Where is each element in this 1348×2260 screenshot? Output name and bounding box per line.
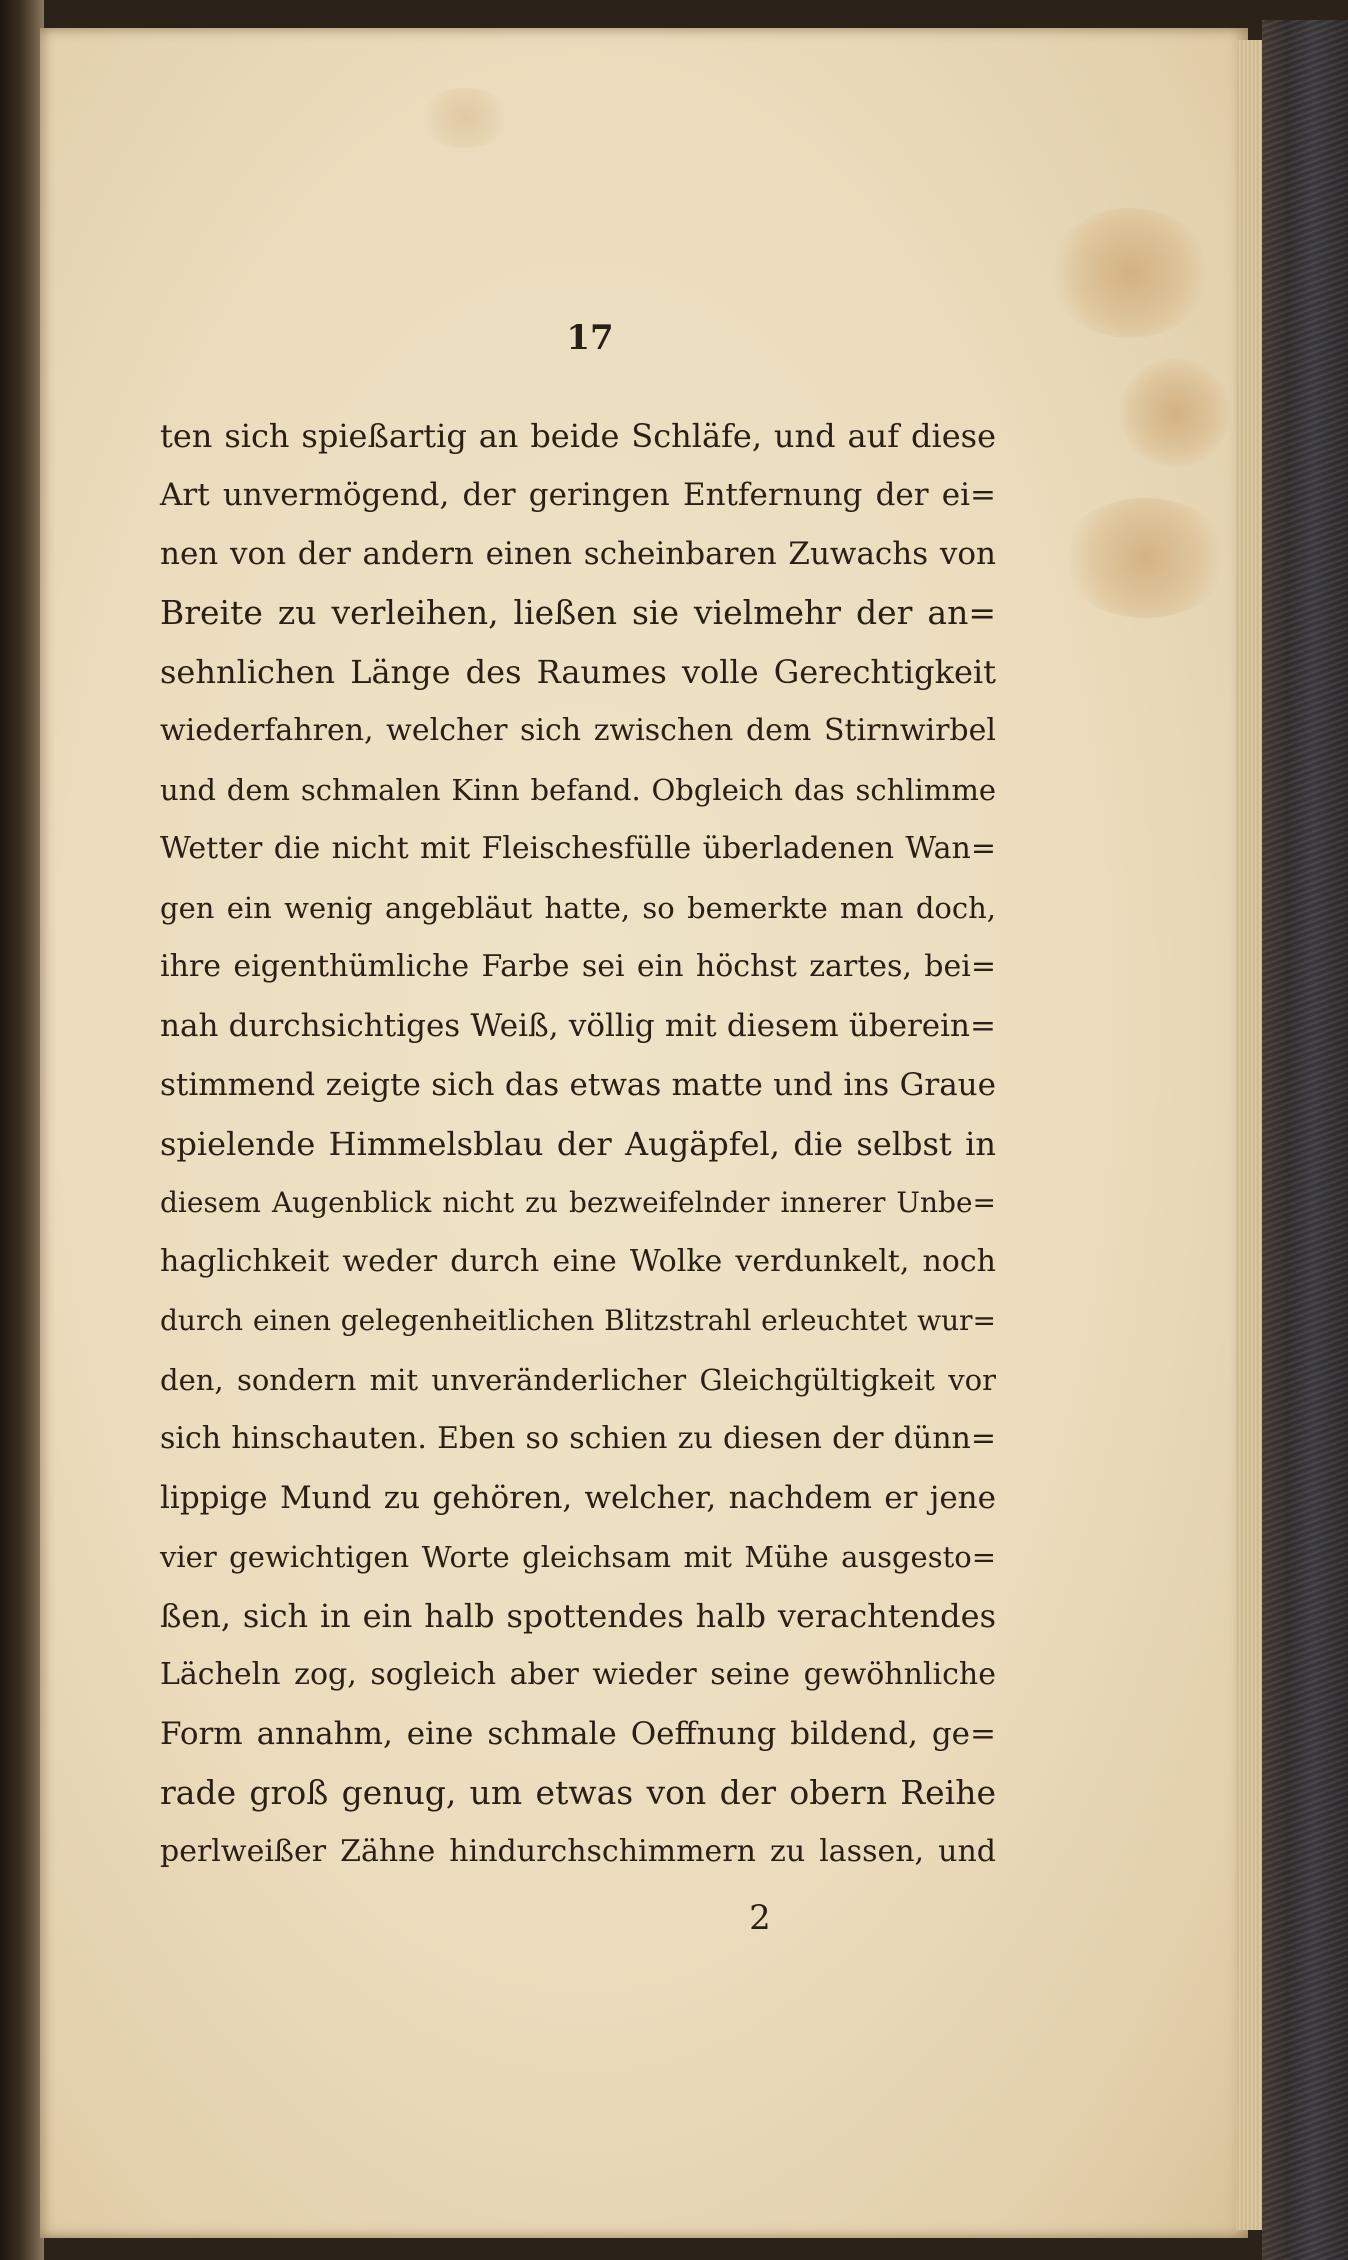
text-line-25: perlweißer Zähne hindurchschimmern zu lassen, und: [160, 1834, 996, 1869]
text-line-12: stimmend zeigte sich das etwas matte und ins Graue: [160, 1067, 996, 1103]
text-line-5: sehnlichen Länge des Raumes volle Gerechtigkeit: [160, 653, 996, 691]
stain-top-center: [420, 88, 510, 148]
text-line-20: vier gewichtigen Worte gleichsam mit Mühe ausgesto=: [160, 1540, 996, 1574]
text-line-18: sich hinschauten. Eben so schien zu diesen der dünn=: [160, 1421, 996, 1456]
text-line-9: gen ein wenig angebläut hatte, so bemerkte man doch,: [160, 891, 996, 925]
signature-mark: 2: [749, 1898, 771, 1938]
text-line-3: nen von der andern einen scheinbaren Zuwachs von: [160, 536, 996, 572]
page-number: 17: [566, 318, 614, 358]
text-line-2: Art unvermögend, der geringen Entfernung der ei=: [160, 477, 996, 513]
text-line-6: wiederfahren, welcher sich zwischen dem Stirnwirbel: [160, 713, 996, 748]
text-line-21: ßen, sich in ein halb spottendes halb verachtendes: [160, 1597, 996, 1635]
book-cover: [1262, 20, 1348, 2260]
text-line-4: Breite zu verleihen, ließen sie vielmehr der an=: [160, 593, 996, 632]
binding-edge: [0, 0, 44, 2260]
stain-right-upper: [1120, 358, 1230, 468]
text-line-10: ihre eigenthümliche Farbe sei ein höchst zartes, bei=: [160, 949, 996, 984]
text-line-17: den, sondern mit unveränderlicher Gleichgültigkeit vor: [160, 1363, 996, 1397]
book-page: [40, 28, 1248, 2238]
text-line-19: lippige Mund zu gehören, welcher, nachdem er jene: [160, 1480, 996, 1516]
text-line-24: rade groß genug, um etwas von der obern Reihe: [160, 1773, 996, 1812]
stain-top-right: [1050, 208, 1210, 338]
text-line-1: ten sich spießartig an beide Schläfe, und auf diese: [160, 417, 996, 455]
text-line-23: Form annahm, eine schmale Oeffnung bildend, ge=: [160, 1716, 996, 1752]
text-line-15: haglichkeit weder durch eine Wolke verdunkelt, noch: [160, 1244, 996, 1279]
text-line-14: diesem Augenblick nicht zu bezweifelnder innerer Unbe=: [160, 1186, 996, 1219]
text-line-8: Wetter die nicht mit Fleischesfülle überladenen Wan=: [160, 831, 996, 866]
text-line-13: spielende Himmelsblau der Augäpfel, die selbst in: [160, 1125, 996, 1163]
text-line-7: und dem schmalen Kinn befand. Obgleich das schlimme: [160, 773, 996, 807]
text-line-22: Lächeln zog, sogleich aber wieder seine gewöhnliche: [160, 1657, 996, 1692]
text-line-16: durch einen gelegenheitlichen Blitzstrahl erleuchtet wur=: [160, 1304, 996, 1337]
text-line-11: nah durchsichtiges Weiß, völlig mit diesem überein=: [160, 1008, 996, 1044]
stain-right-mid: [1060, 498, 1230, 618]
